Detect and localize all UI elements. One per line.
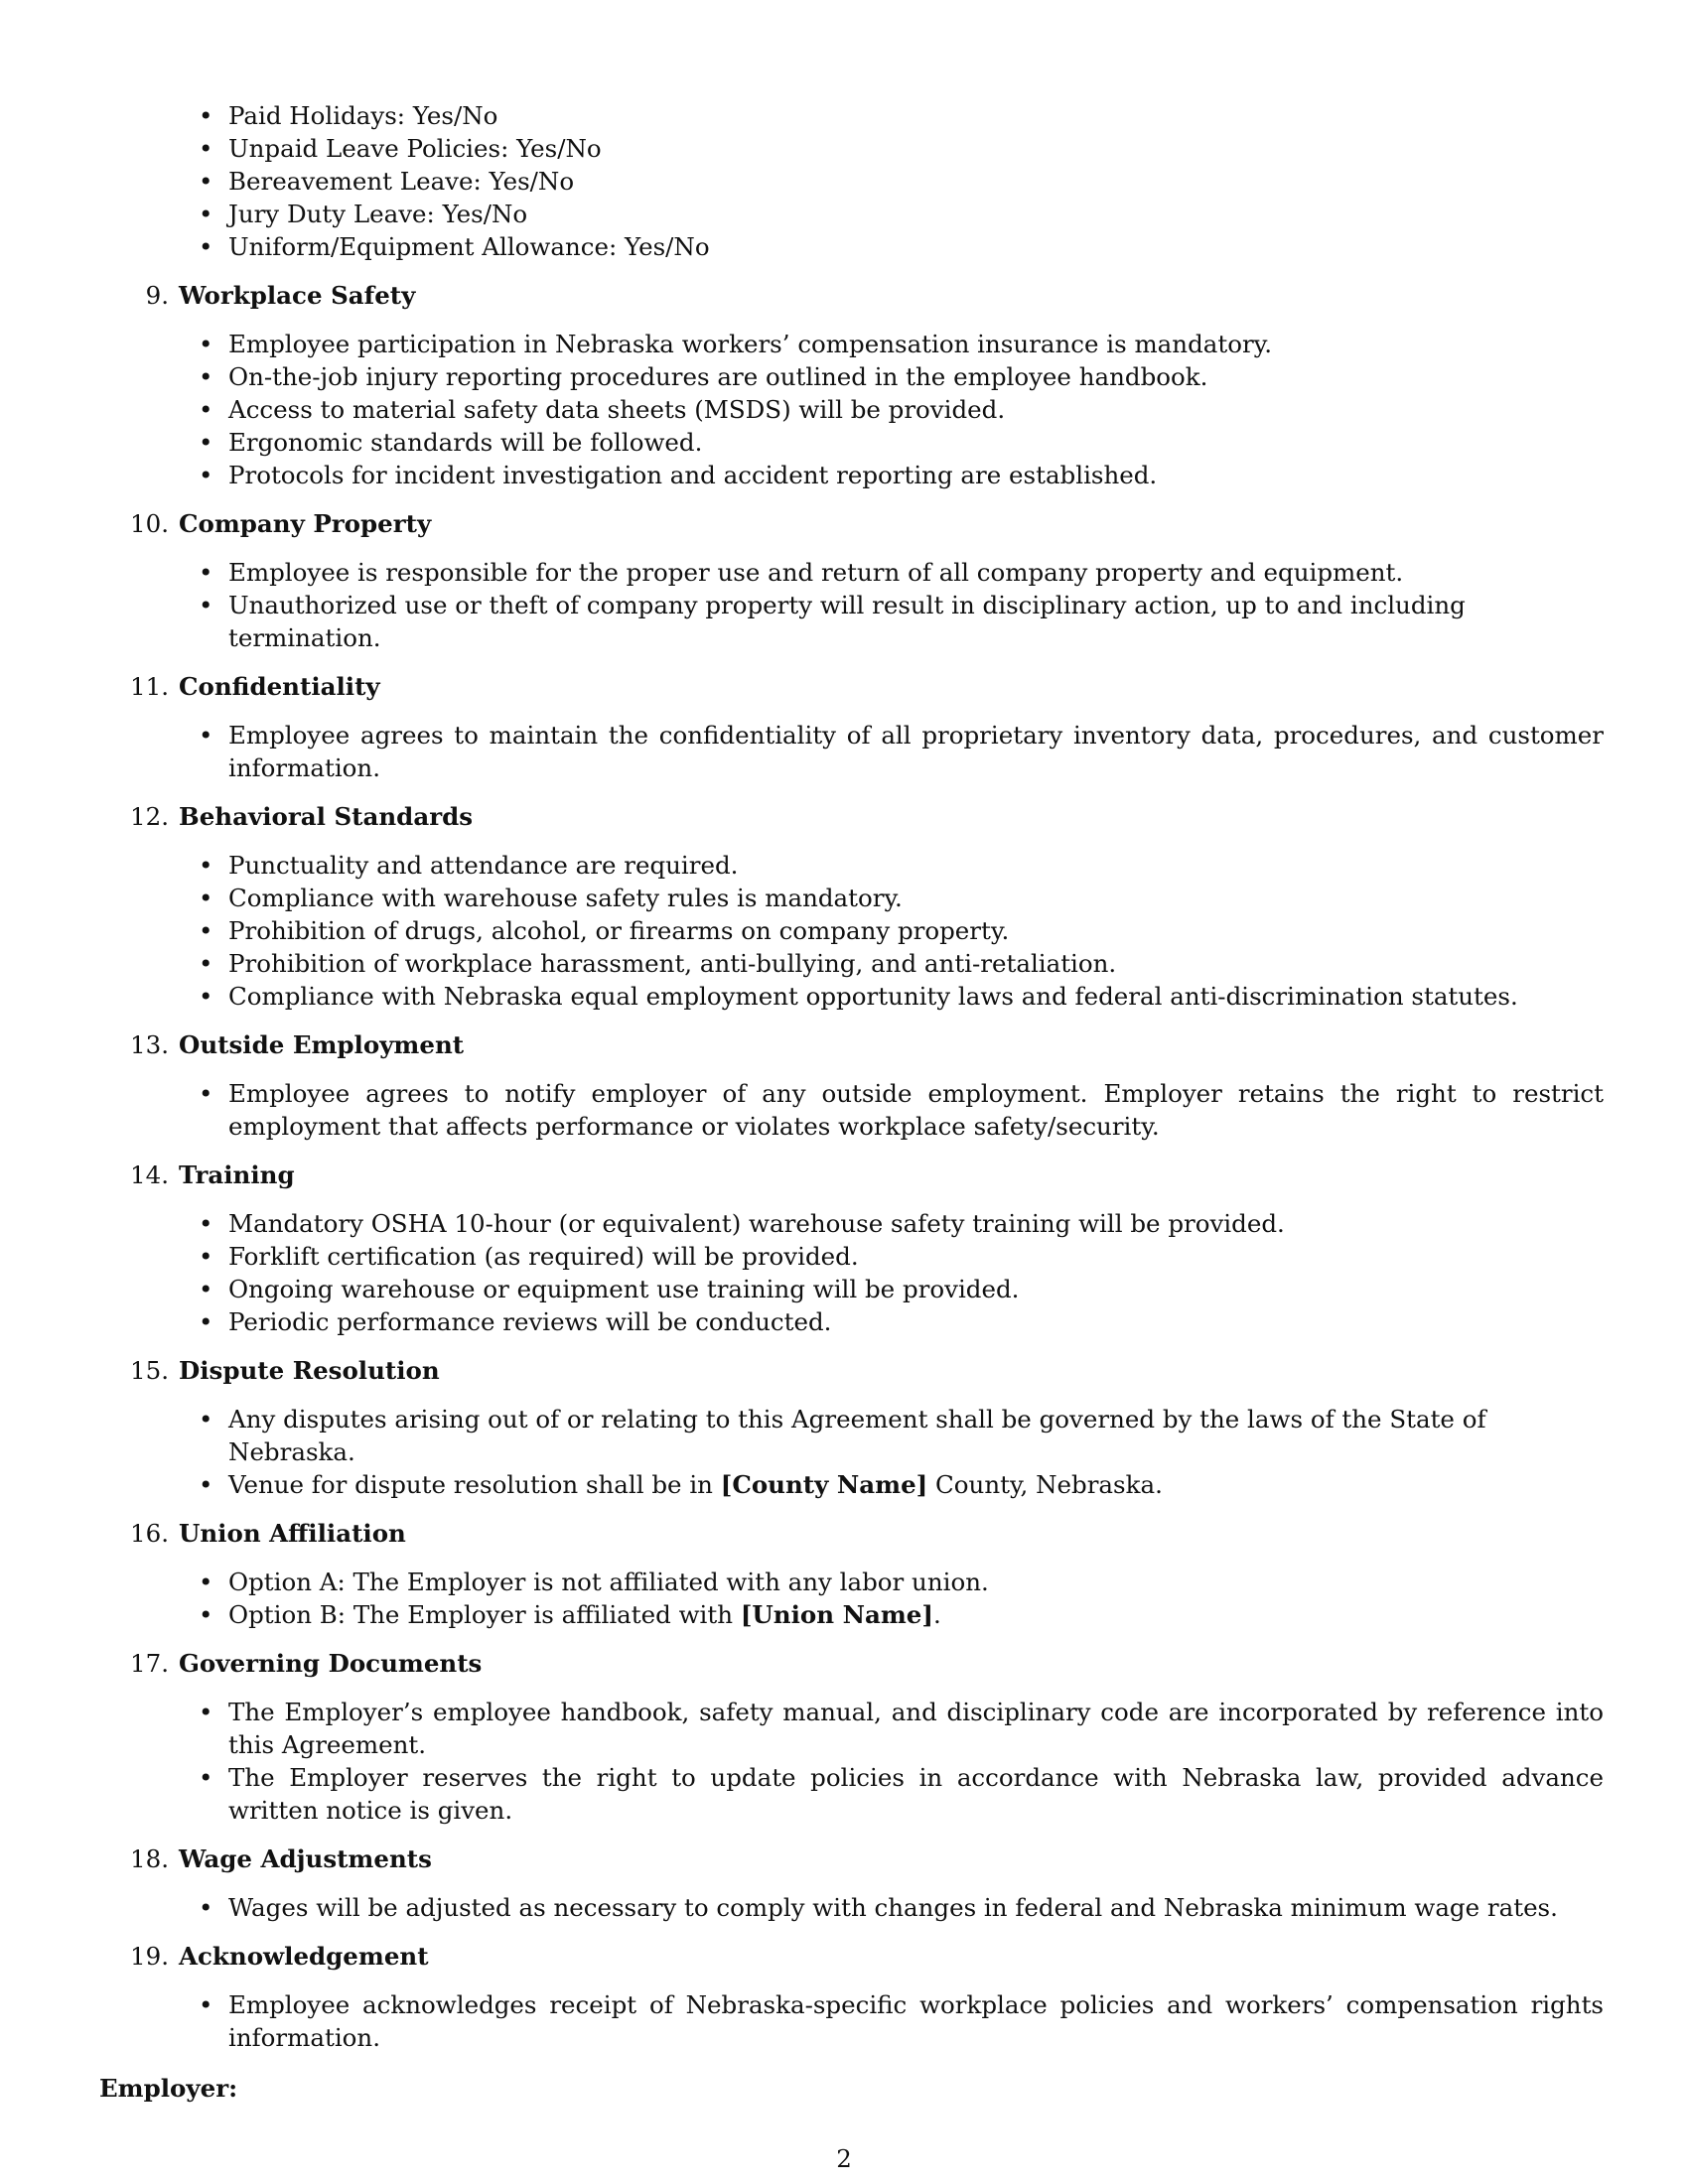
section-union-affiliation (99, 1517, 1604, 1631)
section-list (99, 1207, 1604, 1338)
list-item (228, 1598, 1604, 1631)
list-item: • Employee participation in Nebraska workers’ compensation insurance is mandatory. (228, 328, 1604, 360)
section-title: Training (179, 1160, 295, 1189)
list-item: • Unpaid Leave Policies: Yes/No (228, 132, 1604, 165)
section-title: Union Affiliation (179, 1519, 406, 1548)
section-company-property (99, 507, 1604, 654)
list-item: • Employee agrees to maintain the confidentiality of all proprietary inventory data, procedures, and customer information. (228, 719, 1604, 784)
list-item: • Prohibition of workplace harassment, anti-bullying, and anti-retaliation. (228, 947, 1604, 980)
section-title: Behavioral Standards (179, 802, 474, 831)
section-title: Dispute Resolution (179, 1356, 440, 1385)
employer-signature-label: Employer: (99, 2074, 238, 2103)
list-item: • Unauthorized use or theft of company property will result in disciplinary action, up to and including termination. (228, 589, 1604, 654)
list-item: • Option A: The Employer is not affiliated with any labor union. (228, 1566, 1604, 1598)
section-heading (99, 1028, 1604, 1061)
list-item: • Compliance with warehouse safety rules is mandatory. (228, 882, 1604, 914)
section-governing-documents (99, 1647, 1604, 1827)
section-list (99, 1988, 1604, 2054)
page-number: 2 (836, 2144, 852, 2173)
list-item-text: Venue for dispute resolution shall be in (228, 1470, 721, 1499)
document-body (99, 99, 1604, 2105)
list-item: • Employee agrees to notify employer of any outside employment. Employer retains the right to restrict employment that affects performance or violates workplace safety/security. (228, 1077, 1604, 1143)
section-number: 19. (130, 1942, 169, 1971)
section-heading (99, 507, 1604, 540)
list-item: • Jury Duty Leave: Yes/No (228, 198, 1604, 230)
section-title: Wage Adjustments (179, 1844, 432, 1873)
list-item: • Compliance with Nebraska equal employment opportunity laws and federal anti-discrimination statutes. (228, 980, 1604, 1013)
list-item: • Any disputes arising out of or relating to this Agreement shall be governed by the laws of the State of Nebraska. (228, 1403, 1604, 1468)
section-list (99, 1891, 1604, 1924)
section-heading (99, 1843, 1604, 1875)
list-item: • Mandatory OSHA 10-hour (or equivalent) warehouse safety training will be provided. (228, 1207, 1604, 1240)
section-number: 10. (130, 509, 169, 538)
section-heading (99, 1159, 1604, 1191)
section-workplace-safety (99, 279, 1604, 491)
section-number: 17. (130, 1649, 169, 1678)
section-number: 15. (130, 1356, 169, 1385)
section-list (99, 1566, 1604, 1631)
list-item: • Ongoing warehouse or equipment use training will be provided. (228, 1273, 1604, 1305)
list-item: • The Employer reserves the right to update policies in accordance with Nebraska law, provided advance written notice is given. (228, 1761, 1604, 1827)
list-item-text: County, Nebraska. (927, 1470, 1163, 1499)
section-number: 18. (130, 1844, 169, 1873)
list-item: • Prohibition of drugs, alcohol, or firearms on company property. (228, 914, 1604, 947)
list-item: • Access to material safety data sheets (MSDS) will be provided. (228, 393, 1604, 426)
section-title: Acknowledgement (179, 1942, 429, 1971)
section-heading (99, 1940, 1604, 1973)
section-number: 13. (130, 1030, 169, 1059)
section-heading (99, 670, 1604, 703)
section-list (99, 1077, 1604, 1143)
section-number: 11. (130, 672, 169, 701)
county-name-placeholder: [County Name] (720, 1470, 928, 1499)
section-wage-adjustments (99, 1843, 1604, 1924)
list-item: • Forklift certification (as required) will be provided. (228, 1240, 1604, 1273)
list-item: • Uniform/Equipment Allowance: Yes/No (228, 230, 1604, 263)
list-item: • Protocols for incident investigation and accident reporting are established. (228, 459, 1604, 491)
list-item: • Ergonomic standards will be followed. (228, 426, 1604, 459)
section-number: 12. (130, 802, 169, 831)
section-list (99, 1403, 1604, 1501)
union-name-placeholder: [Union Name] (740, 1600, 933, 1629)
section-list (99, 849, 1604, 1013)
section-title: Company Property (179, 509, 432, 538)
section-behavioral-standards (99, 800, 1604, 1013)
list-item: • Bereavement Leave: Yes/No (228, 165, 1604, 198)
section-number: 14. (130, 1160, 169, 1189)
section-number: 16. (130, 1519, 169, 1548)
section-list (99, 556, 1604, 654)
section-dispute-resolution (99, 1354, 1604, 1501)
list-item: • Employee acknowledges receipt of Nebraska-specific workplace policies and workers’ compensation rights information. (228, 1988, 1604, 2054)
section-title: Governing Documents (179, 1649, 483, 1678)
section-number: 9. (145, 281, 169, 310)
list-item (228, 1468, 1604, 1501)
list-item: • Periodic performance reviews will be conducted. (228, 1305, 1604, 1338)
section-acknowledgement (99, 1940, 1604, 2054)
section-list (99, 719, 1604, 784)
section-outside-employment (99, 1028, 1604, 1143)
section-list (99, 328, 1604, 491)
section-title: Workplace Safety (179, 281, 416, 310)
section-title: Confidentiality (179, 672, 380, 701)
list-item-text: . (932, 1600, 941, 1629)
list-item-text: Option B: The Employer is affiliated with (228, 1600, 741, 1629)
section-heading (99, 279, 1604, 312)
section-heading (99, 1354, 1604, 1387)
section-confidentiality (99, 670, 1604, 784)
section-title: Outside Employment (179, 1030, 465, 1059)
list-item: • Employee is responsible for the proper use and return of all company property and equipment. (228, 556, 1604, 589)
section-heading (99, 1647, 1604, 1680)
section-list (99, 1696, 1604, 1827)
section-heading (99, 1517, 1604, 1550)
section-heading (99, 800, 1604, 833)
list-item: • The Employer’s employee handbook, safety manual, and disciplinary code are incorporated by reference into this Agreement. (228, 1696, 1604, 1761)
list-item: • Wages will be adjusted as necessary to comply with changes in federal and Nebraska minimum wage rates. (228, 1891, 1604, 1924)
list-item: • On-the-job injury reporting procedures are outlined in the employee handbook. (228, 360, 1604, 393)
leave-benefits-list (99, 99, 1604, 263)
list-item: • Punctuality and attendance are required. (228, 849, 1604, 882)
section-training (99, 1159, 1604, 1338)
list-item: • Paid Holidays: Yes/No (228, 99, 1604, 132)
